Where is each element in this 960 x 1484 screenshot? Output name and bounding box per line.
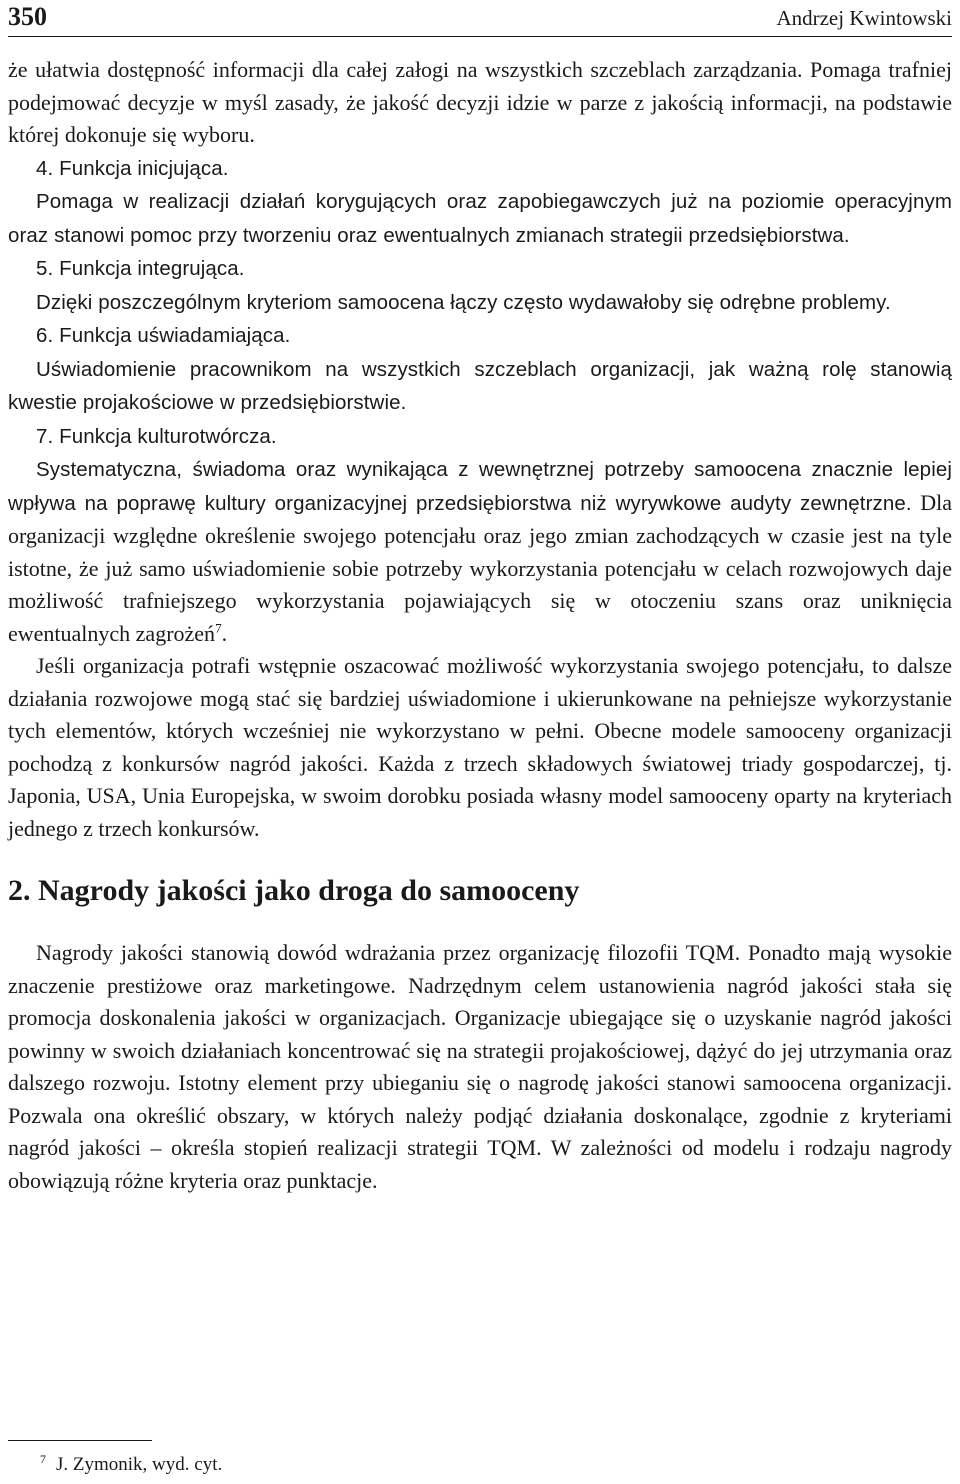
paragraph-potential: Jeśli organizacja potrafi wstępnie oszacować możliwość wykorzystania swojego potencjału, to dalsze działania rozwojowe mogą stać się bardziej uświadomione i ukierunkowane na pełniejsze wykorzystanie tych elementów, których wcześniej nie wykorzystano w pełni. Obecne modele samooceny organizacji pochodzą z konkursów nagród jakości. Każda z trzech składowych światowej triady gospodarczej, tj. Japonia, USA, Unia Europejska, w swoim dorobku posiada własny model samooceny oparty na kryteriach jednego z trzech konkursów. [8, 653, 952, 841]
item-heading-6: 6. Funkcja uświadamiająca. [36, 324, 291, 347]
footnote-number: 7 [40, 1451, 46, 1466]
section-heading: 2. Nagrody jakości jako droga do samooceny [8, 874, 580, 907]
item-heading-5: 5. Funkcja integrująca. [36, 257, 245, 280]
item-text-7-continuation: Dla organizacji względne określenie swojego potencjału oraz jego zmian zachodzących w czasie jest na tyle istotne, że już samo uświadomienie sobie potrzeby wykorzystania potencjału w celach rozwojowych daje możliwość trafniejszego wykorzystania pojawiających się w otoczeniu szans oraz uniknięcia ewentualnych zagrożeń [8, 489, 953, 646]
page-header [8, 0, 952, 37]
item-text-5: Dzięki poszczególnym kryteriom samoocena łączy często wydawałoby się odrębne problemy. [36, 290, 891, 314]
item-text-4: Pomaga w realizacji działań korygujących oraz zapobiegawczych już na poziomie operacyjnym oraz stanowi pomoc przy tworzeniu oraz ewentualnych zmianach strategii przedsiębiorstwa. [8, 190, 952, 247]
footnote [40, 1452, 222, 1478]
footnote-reference[interactable]: 7 [215, 620, 222, 636]
item-heading-4: 4. Funkcja inicjująca. [36, 156, 229, 180]
running-head-author: Andrzej Kwintowski [776, 6, 952, 30]
footnote-text: J. Zymonik, wyd. cyt. [56, 1454, 223, 1475]
paragraph-intro: że ułatwia dostępność informacji dla całej załogi na wszystkich szczeblach zarządzania. Pomaga trafniej podejmować decyzje w myśl zasady, że jakość decyzji idzie w parze z jakością informacji, na podstawie której dokonuje się wyboru. [8, 57, 952, 147]
item-heading-7: 7. Funkcja kulturotwórcza. [36, 424, 277, 448]
page-number: 350 [8, 2, 47, 31]
paragraph-quality-awards: Nagrody jakości stanowią dowód wdrażania przez organizację filozofii TQM. Ponadto mają wysokie znaczenie prestiżowe oraz marketingowe. Nadrzędnym celem ustanowienia nagród jakości stała się promocja doskonalenia jakości w organizacjach. Organizacje ubiegające się o uzyskanie nagród jakości powinny w swoich działaniach koncentrować się na strategii projakościowej, dążyć do jej utrzymania oraz dalszego rozwoju. Istotny element przy ubieganiu się o nagrodę jakości stanowi samoocena organizacji. Pozwala ona określić obszary, w których należy podjąć działania doskonalące, zgodnie z kryteriami nagród jakości – określa stopień realizacji strategii TQM. W zależności od modelu i rodzaju nagrody obowiązują różne kryteria oraz punktacje. [8, 940, 952, 1193]
footnote-divider [8, 1440, 152, 1441]
body-text [8, 54, 952, 1197]
item-text-7: Systematyczna, świadoma oraz wynikająca z wewnętrznej potrzeby samoocena znacznie lepiej wpływa na poprawę kultury organizacyjnej przedsiębiorstwa niż wyrywkowe audyty zewnętrzne. Dla organizacji względne określenie swojego potencjału oraz jego zmian zachodzących w czasie jest na tyle istotne, że już samo uświadomienie sobie potrzeby wykorzystania potencjału w celach rozwojowych daje możliwość trafniejszego wykorzystania pojawiających się w otoczeniu szans oraz uniknięcia ewentualnych zagrożeń$^7$. [8, 458, 953, 646]
item-text-6: Uświadomienie pracownikom na wszystkich szczeblach organizacji, jak ważną rolę stanowią kwestie projakościowe w przedsiębiorstwie. [8, 357, 952, 414]
